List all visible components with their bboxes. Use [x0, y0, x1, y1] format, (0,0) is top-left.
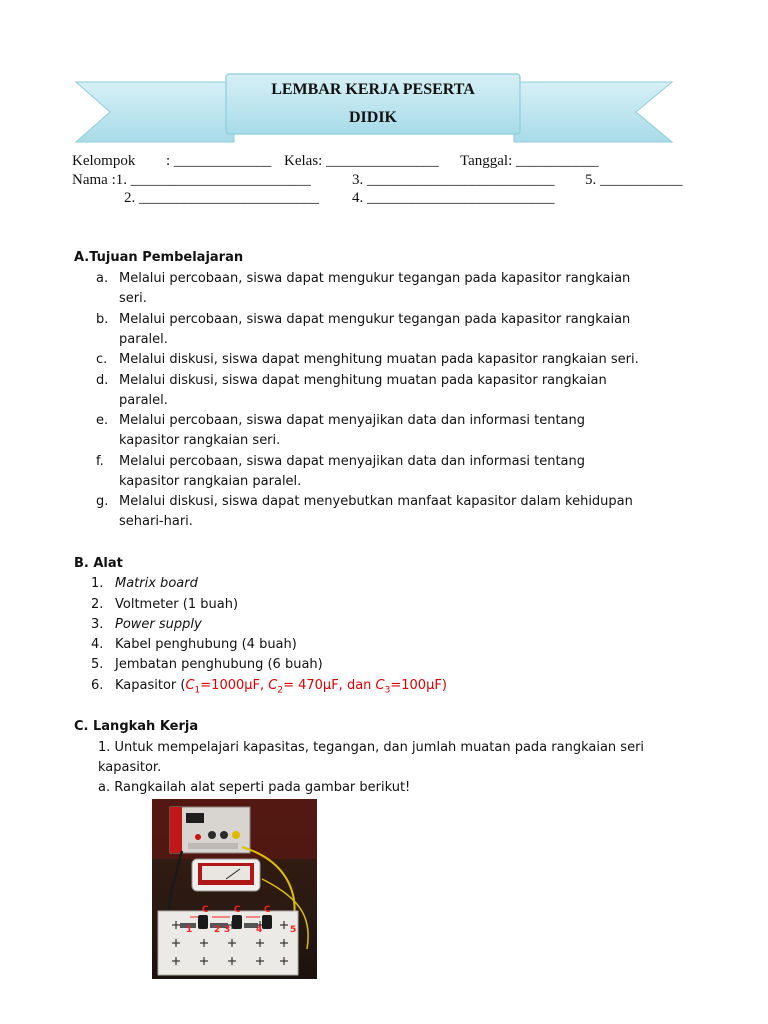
- item-e-line-1: Melalui percobaan, siswa dapat menyajikan data dan informasi tentang: [119, 413, 586, 428]
- alat-5-marker: 5.: [91, 657, 104, 672]
- nama-5-field: 5. ___________: [585, 172, 683, 188]
- item-b-line-2: paralel.: [119, 332, 168, 347]
- photo-label-c1: C: [202, 905, 209, 915]
- c1-value: =1000μF,: [200, 678, 269, 693]
- c1-subscript: 1: [194, 685, 201, 696]
- c3-symbol: C: [375, 678, 385, 693]
- alat-6-text: [115, 678, 447, 696]
- section-a-heading: A.Tujuan Pembelajaran: [74, 250, 244, 265]
- kelompok-field: : _____________: [166, 153, 272, 169]
- c2-value: = 470μF, dan: [283, 678, 376, 693]
- alat-2-marker: 2.: [91, 597, 104, 612]
- section-c-heading: C. Langkah Kerja: [74, 719, 199, 734]
- alat-1-marker: 1.: [91, 576, 104, 591]
- worksheet-title: [228, 76, 518, 134]
- alat-2-text: Voltmeter (1 buah): [115, 597, 239, 612]
- step-1-line-2: kapasitor.: [98, 760, 162, 775]
- item-g-line-1: Melalui diskusi, siswa dapat menyebutkan manfaat kapasitor dalam kehidupan: [119, 494, 633, 509]
- item-a-line-2: seri.: [119, 291, 147, 306]
- photo-label-c3: C: [264, 905, 271, 915]
- ribbon-right-tail: [514, 82, 672, 142]
- nama-2-field: 2. ________________________: [124, 190, 319, 206]
- item-e-line-2: kapasitor rangkaian seri.: [119, 433, 281, 448]
- item-a-line-1: Melalui percobaan, siswa dapat mengukur tegangan pada kapasitor rangkaian: [119, 271, 631, 286]
- photo-label-4: 4: [256, 925, 263, 935]
- item-d-line-2: paralel.: [119, 393, 168, 408]
- c1-symbol: C: [185, 678, 195, 693]
- nama-4-field: 4. _________________________: [352, 190, 555, 206]
- item-c-marker: c.: [96, 352, 108, 367]
- title-line-1: LEMBAR KERJA PESERTA: [271, 81, 475, 98]
- alat-4-text: Kabel penghubung (4 buah): [115, 637, 297, 652]
- kelas-field: Kelas: _______________: [284, 153, 439, 169]
- alat-5-text: Jembatan penghubung (6 buah): [115, 657, 323, 672]
- item-b-marker: b.: [96, 312, 109, 327]
- item-d-line-1: Melalui diskusi, siswa dapat menghitung muatan pada kapasitor rangkaian: [119, 373, 607, 388]
- item-e-marker: e.: [96, 413, 109, 428]
- alat-3-text: Power supply: [115, 617, 202, 632]
- item-g-line-2: sehari-hari.: [119, 514, 193, 529]
- item-d-marker: d.: [96, 373, 109, 388]
- c3-subscript: 3: [384, 685, 391, 696]
- tanggal-field: Tanggal: ___________: [460, 153, 599, 169]
- apparatus-illustration: [152, 799, 317, 979]
- item-b-line-1: Melalui percobaan, siswa dapat mengukur tegangan pada kapasitor rangkaian: [119, 312, 631, 327]
- item-g-marker: g.: [96, 494, 109, 509]
- alat-6-marker: 6.: [91, 678, 104, 693]
- ribbon-left-tail: [76, 82, 234, 142]
- c2-symbol: C: [268, 678, 278, 693]
- kapasitor-values: [185, 678, 447, 696]
- alat-3-marker: 3.: [91, 617, 104, 632]
- item-f-marker: f.: [96, 454, 104, 469]
- photo-label-2: 2: [214, 925, 221, 935]
- c3-value: =100μF): [390, 678, 447, 693]
- step-a-instruction: a. Rangkailah alat seperti pada gambar berikut!: [98, 780, 411, 795]
- c2-subscript: 2: [277, 685, 284, 696]
- alat-4-marker: 4.: [91, 637, 104, 652]
- alat-1-text: Matrix board: [115, 576, 198, 591]
- photo-label-3: 3: [224, 925, 231, 935]
- voltmeter: [192, 859, 260, 891]
- item-f-line-1: Melalui percobaan, siswa dapat menyajikan data dan informasi tentang: [119, 454, 586, 469]
- nama-1-field: Nama :1. ________________________: [72, 172, 311, 188]
- photo-label-c2: C: [234, 905, 241, 915]
- photo-label-1: 1: [186, 925, 193, 935]
- power-supply: [170, 807, 250, 853]
- title-line-2: DIDIK: [348, 109, 397, 126]
- step-1-line-1: 1. Untuk mempelajari kapasitas, tegangan, dan jumlah muatan pada rangkaian seri: [98, 740, 645, 755]
- section-b-heading: B. Alat: [74, 556, 123, 571]
- item-c-line-1: Melalui diskusi, siswa dapat menghitung muatan pada kapasitor rangkaian seri.: [119, 352, 639, 367]
- nama-3-field: 3. _________________________: [352, 172, 555, 188]
- photo-label-5: 5: [290, 925, 297, 935]
- item-a-marker: a.: [96, 271, 109, 286]
- kelompok-label: Kelompok: [72, 153, 136, 169]
- kapasitor-label: Kapasitor (: [115, 678, 186, 693]
- matrix-board: [158, 911, 298, 975]
- apparatus-photo: [152, 799, 317, 979]
- item-f-line-2: kapasitor rangkaian paralel.: [119, 474, 302, 489]
